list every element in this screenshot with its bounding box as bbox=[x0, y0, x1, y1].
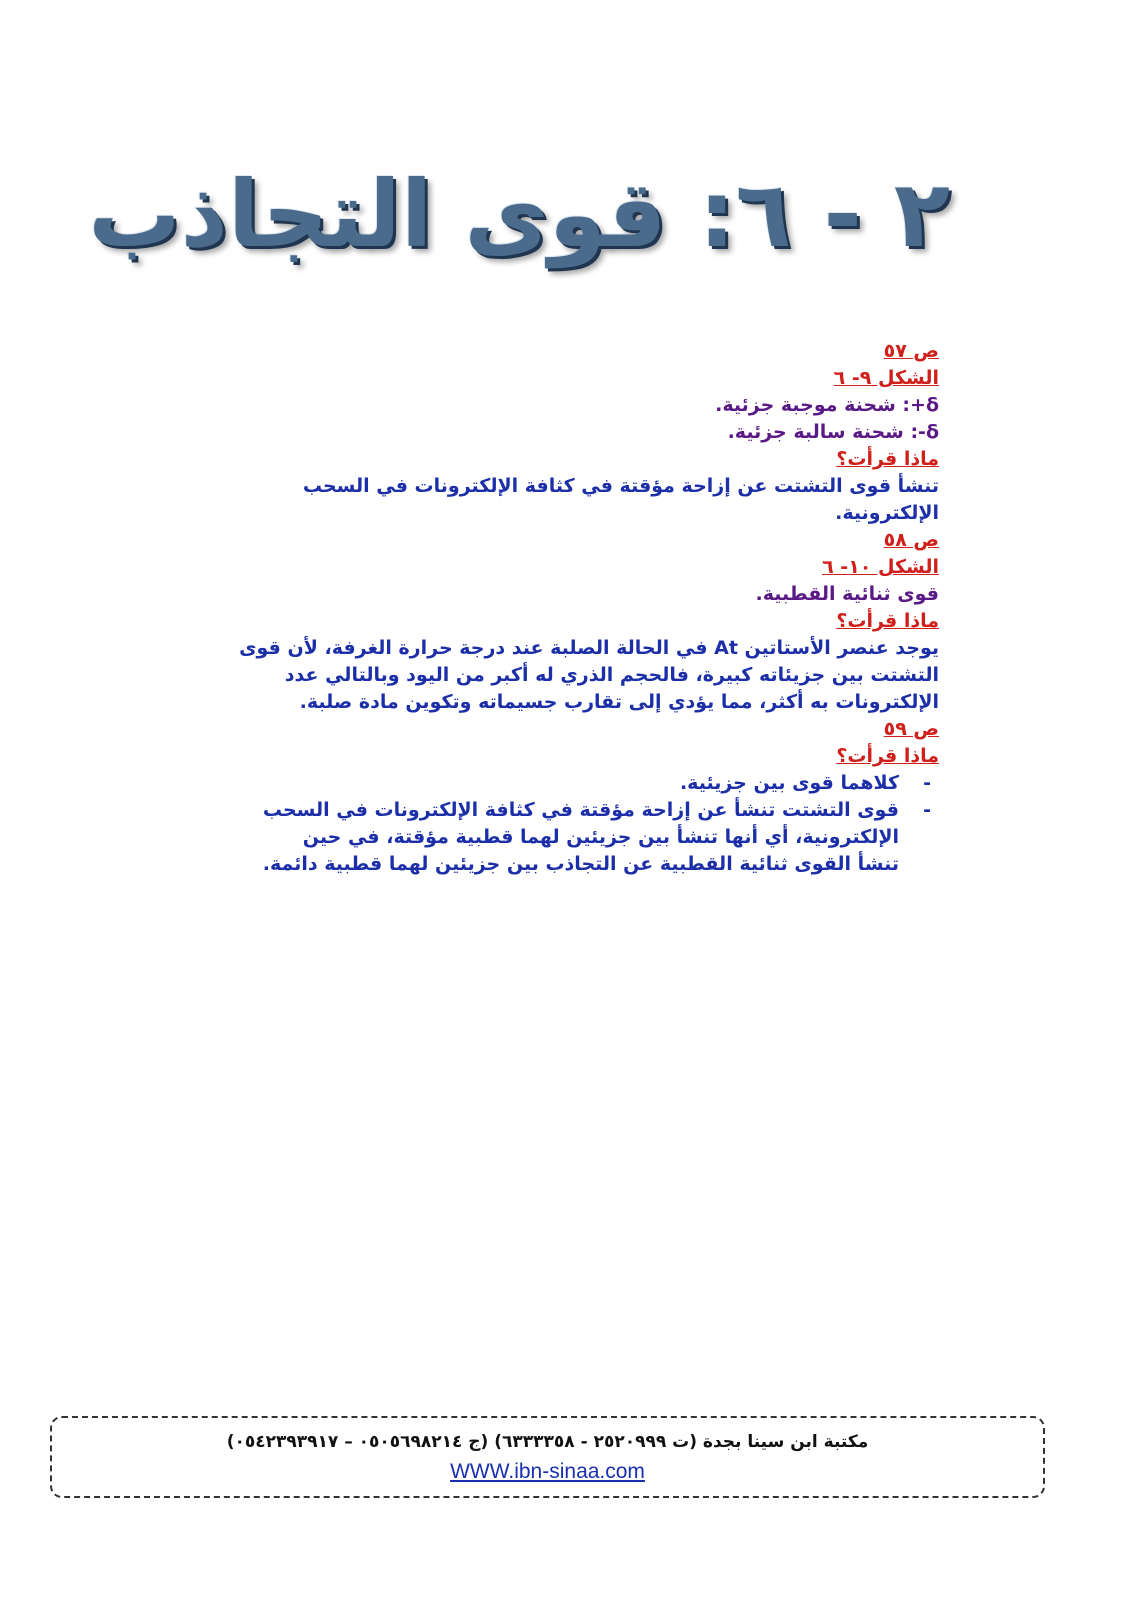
delta-plus-definition: δ+: شحنة موجبة جزئية. bbox=[715, 394, 939, 416]
list-item-text: كلاهما قوى بين جزيئية. bbox=[679, 772, 899, 794]
answer-1: تنشأ قوى التشتت عن إزاحة مؤقتة في كثافة الإلكترونات في السحب الإلكترونية. bbox=[302, 475, 939, 524]
what-did-you-read-heading-1: ماذا قرأت؟ bbox=[836, 448, 939, 470]
bullet-dash: - bbox=[923, 772, 931, 794]
footer-website-link[interactable]: WWW.ibn-sinaa.com bbox=[450, 1460, 645, 1483]
page-title: ٢ - ٦: قوى التجاذب bbox=[88, 161, 950, 268]
footer-box bbox=[50, 1416, 1045, 1498]
footer-address: مكتبة ابن سينا بجدة (ت ٢٥٢٠٩٩٩ - ٦٣٣٣٣٥٨) (ج ٠٥٠٥٦٩٨٢١٤ – ٠٥٤٢٣٩٣٩١٧) bbox=[226, 1432, 869, 1452]
bullet-dash: - bbox=[923, 799, 931, 821]
page-ref-59: ص ٥٩ bbox=[883, 718, 939, 740]
content-body bbox=[179, 338, 939, 878]
page-ref-58: ص ٥٨ bbox=[883, 529, 939, 551]
list-item bbox=[259, 770, 939, 797]
answer-2: يوجد عنصر الأستاتين At في الحالة الصلبة عند درجة حرارة الغرفة، لأن قوى التشتت بين جزيئاته كبيرة، فالحجم الذري له أكبر من اليود وبالتالي عدد الإلكترونات به أكثر، مما يؤدي إلى تقارب جسيماته وتكوين مادة صلبة. bbox=[239, 637, 939, 713]
dipole-forces-label: قوى ثنائية القطبية. bbox=[755, 583, 939, 605]
figure-ref-9-6: الشكل ٩- ٦ bbox=[833, 367, 939, 389]
figure-ref-10-6: الشكل ١٠- ٦ bbox=[822, 556, 939, 578]
what-did-you-read-heading-3: ماذا قرأت؟ bbox=[836, 745, 939, 767]
what-did-you-read-heading-2: ماذا قرأت؟ bbox=[836, 610, 939, 632]
list-item bbox=[259, 797, 939, 878]
list-item-text: قوى التشتت تنشأ عن إزاحة مؤقتة في كثافة الإلكترونات في السحب الإلكترونية، أي أنها تنشأ بين جزيئين لهما قطبية مؤقتة، في حين تنشأ القوى ثنائية القطبية عن التجاذب بين جزيئين لهما قطبية دائمة. bbox=[262, 799, 899, 875]
page-ref-57: ص ٥٧ bbox=[883, 340, 939, 362]
delta-minus-definition: δ-: شحنة سالبة جزئية. bbox=[727, 421, 939, 443]
answer-3-list bbox=[179, 770, 939, 878]
